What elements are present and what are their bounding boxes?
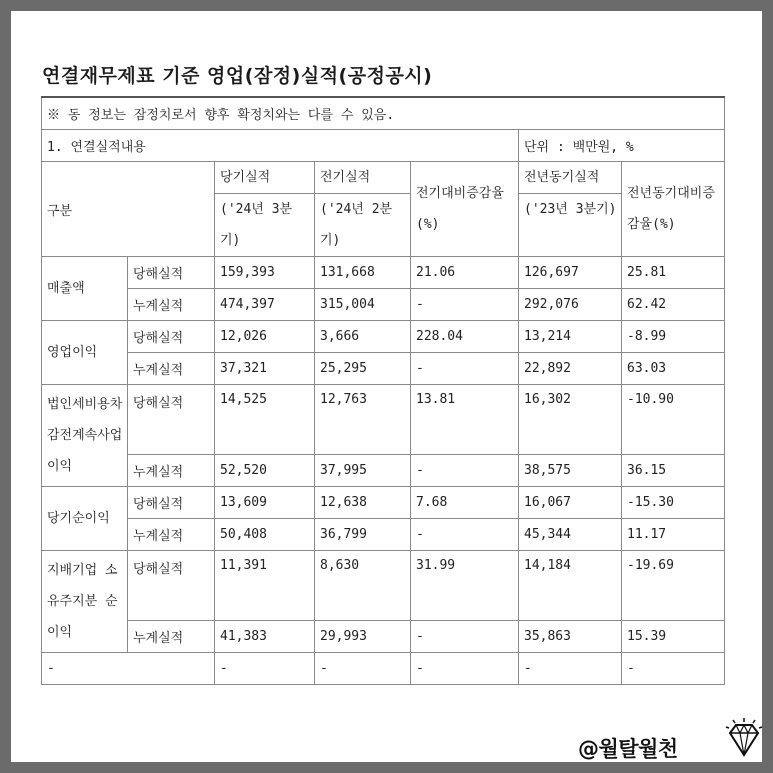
cell-cur: 52,520: [215, 455, 315, 487]
cell-qoq: 21.06: [411, 257, 519, 289]
cell-prev: 36,799: [315, 519, 411, 551]
row-subtype: 당해실적: [128, 321, 215, 353]
trailing-cell: -: [622, 653, 725, 685]
cell-yoy: -10.90: [622, 385, 725, 455]
cell-prev: 29,993: [315, 621, 411, 653]
cell-py: 22,892: [519, 353, 622, 385]
table-row: [42, 487, 725, 519]
cell-yoy: 11.17: [622, 519, 725, 551]
row-item-label: 매출액: [42, 257, 128, 321]
row-subtype: 누계실적: [128, 353, 215, 385]
cell-py: 16,302: [519, 385, 622, 455]
diamond-icon: [722, 717, 766, 761]
section-row: [42, 130, 725, 162]
cell-py: 38,575: [519, 455, 622, 487]
header-current-title: 당기실적: [220, 170, 271, 185]
cell-cur: 11,391: [215, 551, 315, 621]
unit-label: 단위 : 백만원, %: [519, 130, 725, 162]
earnings-table: [41, 96, 725, 685]
section-label: 1. 연결실적내용: [42, 130, 519, 162]
header-current-period: ('24년 3분기): [215, 193, 314, 256]
cell-py: 35,863: [519, 621, 622, 653]
header-current: [215, 162, 315, 257]
header-prior-year: [519, 162, 622, 257]
cell-qoq: 13.81: [411, 385, 519, 455]
cell-yoy: -19.69: [622, 551, 725, 621]
page-title: 연결재무제표 기준 영업(잠정)실적(공정공시): [42, 65, 433, 87]
cell-prev: 3,666: [315, 321, 411, 353]
row-item-label: 지배기업 소유주지분 순이익: [42, 551, 128, 653]
cell-py: 14,184: [519, 551, 622, 621]
table-row: [42, 551, 725, 621]
header-category: 구분: [42, 162, 215, 257]
table-row: [42, 353, 725, 385]
row-subtype: 누계실적: [128, 289, 215, 321]
header-previous-period: ('24년 2분기): [315, 193, 410, 256]
cell-yoy: 62.42: [622, 289, 725, 321]
row-subtype: 누계실적: [128, 455, 215, 487]
cell-py: 45,344: [519, 519, 622, 551]
table-row: [42, 519, 725, 551]
row-item-label: 당기순이익: [42, 487, 128, 551]
row-subtype: 누계실적: [128, 519, 215, 551]
trailing-cell: -: [519, 653, 622, 685]
cell-py: 16,067: [519, 487, 622, 519]
header-previous: [315, 162, 411, 257]
cell-qoq: -: [411, 289, 519, 321]
table-row: [42, 289, 725, 321]
table-row: [42, 455, 725, 487]
trailing-cell: -: [411, 653, 519, 685]
table-body: [42, 257, 725, 653]
cell-cur: 37,321: [215, 353, 315, 385]
cell-qoq: 228.04: [411, 321, 519, 353]
cell-py: 126,697: [519, 257, 622, 289]
header-yoy: 전년동기대비증감율(%): [622, 162, 725, 257]
row-item-label: 법인세비용차감전계속사업이익: [42, 385, 128, 487]
cell-yoy: 36.15: [622, 455, 725, 487]
cell-qoq: 31.99: [411, 551, 519, 621]
cell-cur: 13,609: [215, 487, 315, 519]
cell-yoy: 63.03: [622, 353, 725, 385]
row-item-label: 영업이익: [42, 321, 128, 385]
trailing-cell: -: [315, 653, 411, 685]
cell-qoq: -: [411, 519, 519, 551]
cell-cur: 474,397: [215, 289, 315, 321]
cell-yoy: -15.30: [622, 487, 725, 519]
cell-qoq: -: [411, 621, 519, 653]
row-subtype: 당해실적: [128, 487, 215, 519]
cell-yoy: -8.99: [622, 321, 725, 353]
cell-prev: 8,630: [315, 551, 411, 621]
table-row: [42, 257, 725, 289]
cell-cur: 159,393: [215, 257, 315, 289]
table-row: [42, 321, 725, 353]
table-row: [42, 621, 725, 653]
cell-qoq: -: [411, 353, 519, 385]
cell-prev: 37,995: [315, 455, 411, 487]
row-subtype: 당해실적: [128, 257, 215, 289]
cell-prev: 12,638: [315, 487, 411, 519]
trailing-cell: -: [42, 653, 215, 685]
cell-prev: 12,763: [315, 385, 411, 455]
cell-yoy: 15.39: [622, 621, 725, 653]
cell-cur: 41,383: [215, 621, 315, 653]
cell-py: 13,214: [519, 321, 622, 353]
trailing-cell: -: [215, 653, 315, 685]
notice-row: [42, 97, 725, 130]
table-row: [42, 385, 725, 455]
header-row: [42, 162, 725, 257]
cell-yoy: 25.81: [622, 257, 725, 289]
row-subtype: 당해실적: [128, 385, 215, 455]
cell-prev: 131,668: [315, 257, 411, 289]
header-prior-year-title: 전년동기실적: [524, 170, 600, 185]
notice-text: ※ 동 정보는 잠정치로서 향후 확정치와는 다를 수 있음.: [42, 97, 725, 130]
cell-prev: 25,295: [315, 353, 411, 385]
cell-cur: 14,525: [215, 385, 315, 455]
cell-py: 292,076: [519, 289, 622, 321]
header-prior-year-period: ('23년 3분기): [519, 193, 621, 225]
cell-qoq: 7.68: [411, 487, 519, 519]
header-previous-title: 전기실적: [320, 170, 371, 185]
row-subtype: 누계실적: [128, 621, 215, 653]
cell-cur: 12,026: [215, 321, 315, 353]
cell-qoq: -: [411, 455, 519, 487]
trailing-row: [42, 653, 725, 685]
row-subtype: 당해실적: [128, 551, 215, 621]
watermark-text: @월탈월천: [578, 737, 678, 761]
cell-prev: 315,004: [315, 289, 411, 321]
cell-cur: 50,408: [215, 519, 315, 551]
header-qoq: 전기대비증감율(%): [411, 162, 519, 257]
